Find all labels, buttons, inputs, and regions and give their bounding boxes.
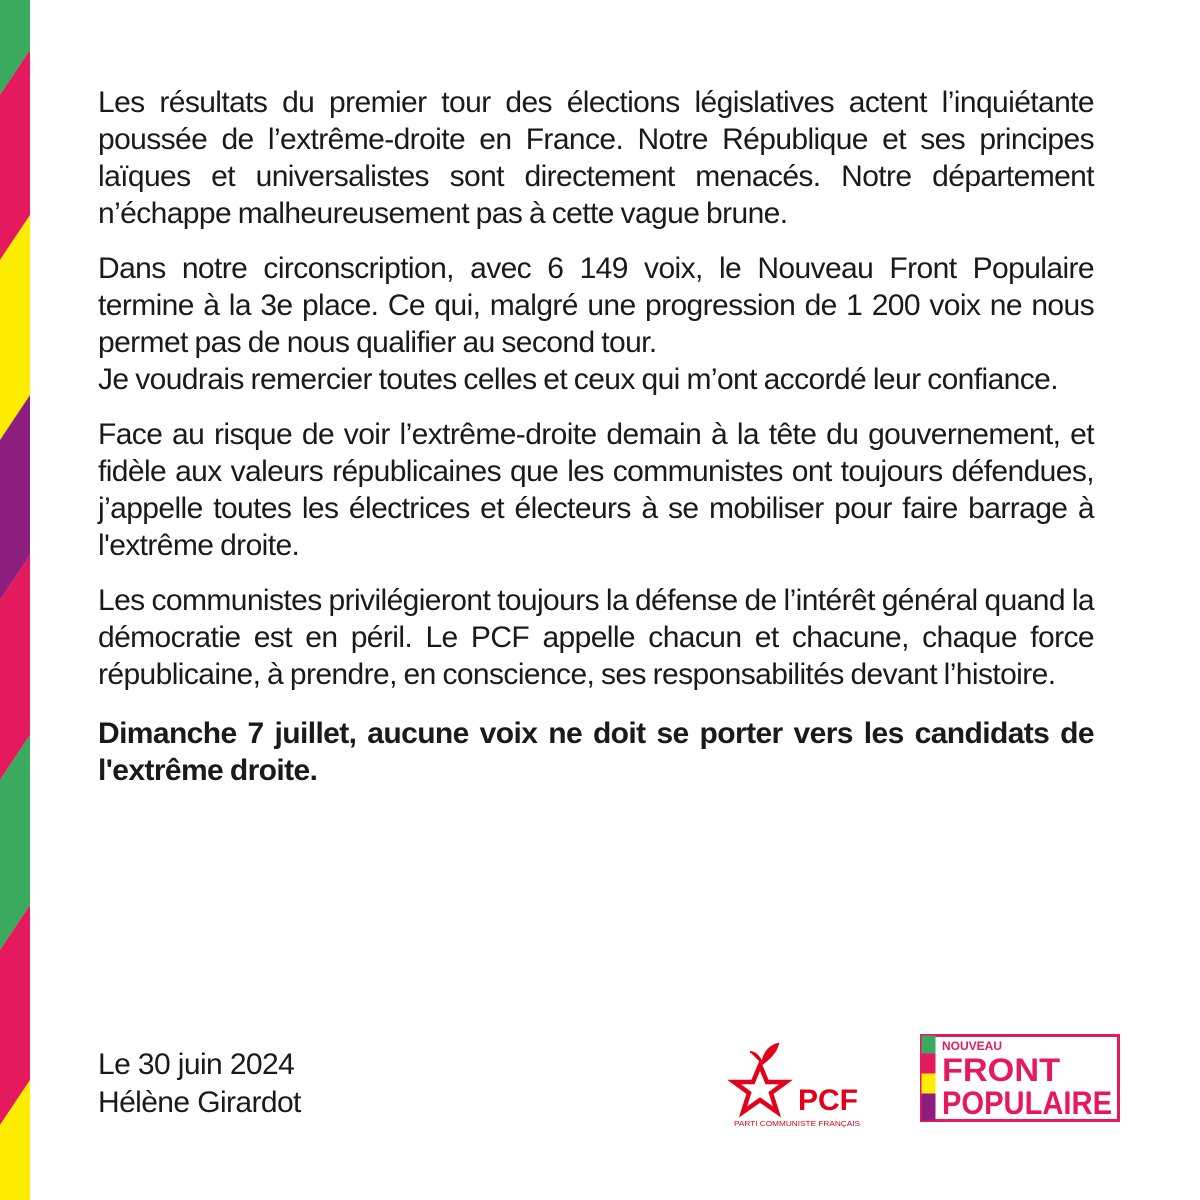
- pcf-full-name: PARTI COMMUNISTE FRANÇAIS: [734, 1121, 861, 1128]
- nfp-line3: POPULAIRE: [942, 1085, 1112, 1121]
- paragraph: Je voudrais remercier toutes celles et ceux qui m’ont accordé leur confiance.: [98, 363, 1058, 396]
- nfp-bar-yellow: [922, 1074, 936, 1094]
- paragraph: Les communistes privilégieront toujours la défense de l’intérêt général quand la démocratie est en péril. Le PCF appelle chacun et chacune, chaque force républicaine, à prendre, en conscience, ses responsabilités devant l’histoire.: [98, 584, 1094, 691]
- signature-author: Hélène Girardot: [98, 1086, 301, 1119]
- nfp-logo: [920, 1034, 1120, 1122]
- nfp-line1: NOUVEAU: [942, 1039, 1003, 1053]
- nfp-bar-green: [922, 1036, 936, 1054]
- nfp-bar-purple: [922, 1094, 936, 1121]
- pcf-leaf-icon: [750, 1044, 778, 1064]
- nfp-bar-pink: [922, 1054, 936, 1074]
- nfp-line2: FRONT: [942, 1052, 1061, 1088]
- pcf-logo: [720, 1030, 870, 1130]
- pcf-acronym: PCF: [798, 1084, 858, 1117]
- paragraph: Les résultats du premier tour des élections législatives actent l’inquiétante poussée de l’extrême-droite en France. Notre République et ses principes laïques et universalistes sont directement menacés. Notre département n’échappe malheureusement pas à cette vague brune.: [98, 86, 1094, 230]
- statement-body: [98, 84, 1094, 807]
- signature-date: Le 30 juin 2024: [98, 1048, 295, 1081]
- closing-statement: Dimanche 7 juillet, aucune voix ne doit se porter vers les candidats de l'extrême droite.: [98, 717, 1094, 787]
- paragraph: Face au risque de voir l’extrême-droite demain à la tête du gouvernement, et fidèle aux valeurs républicaines que les communistes ont toujours défendues, j’appelle toutes les électrices et électeurs à se mobiliser pour faire barrage à l'extrême droite.: [98, 418, 1094, 562]
- pcf-star-icon: [734, 1065, 786, 1112]
- signature-block: [98, 1046, 301, 1122]
- decorative-stripe: [0, 0, 30, 1200]
- paragraph: Dans notre circonscription, avec 6 149 voix, le Nouveau Front Populaire termine à la 3e place. Ce qui, malgré une progression de 1 200 voix ne nous permet pas de nous qualifier au second tour.: [98, 252, 1094, 359]
